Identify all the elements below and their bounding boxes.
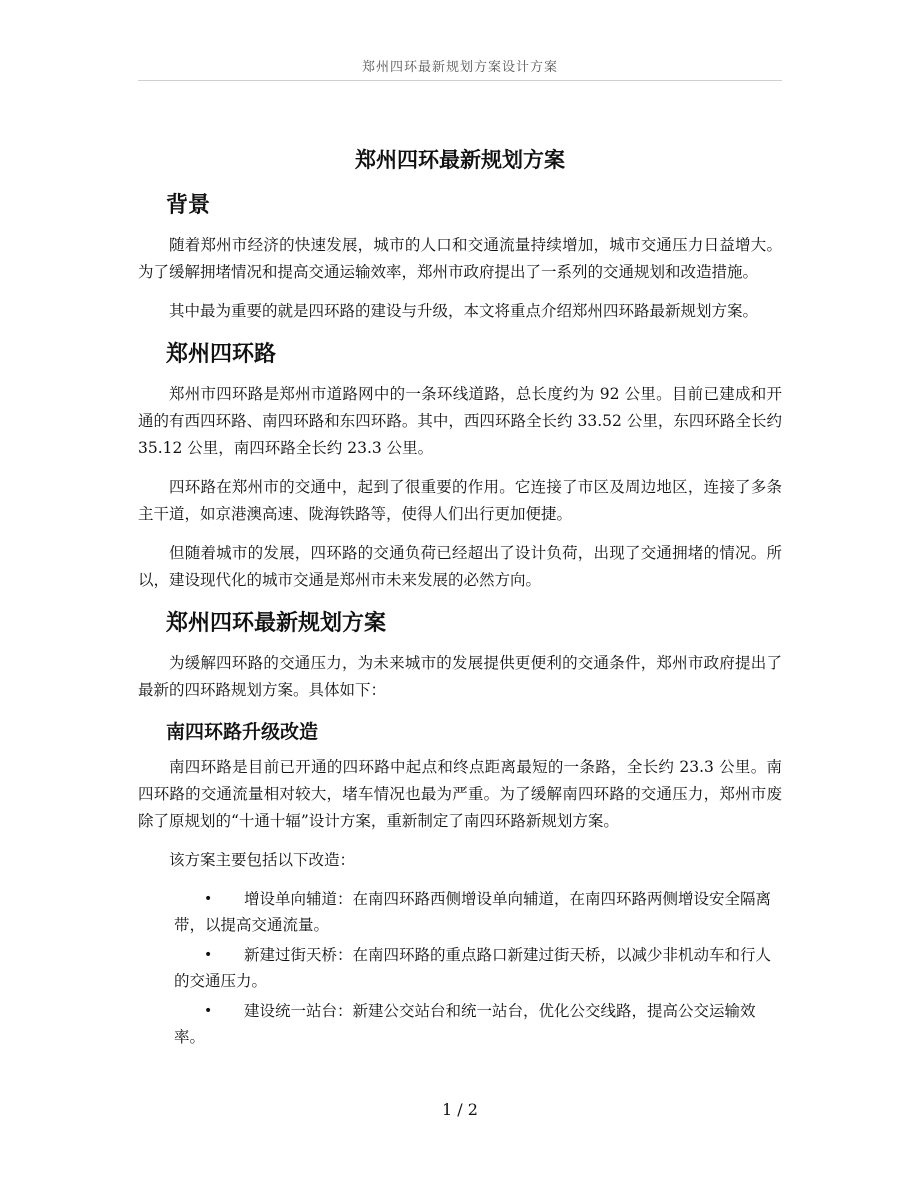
bullet-list xyxy=(138,886,782,1050)
bullet-icon: • xyxy=(204,891,213,907)
paragraph: 随着郑州市经济的快速发展，城市的人口和交通流量持续增加，城市交通压力日益增大。为了缓解拥堵情况和提高交通运输效率，郑州市政府提出了一系列的交通规划和改造措施。 xyxy=(138,236,782,281)
paragraph: 南四环路是目前已开通的四环路中起点和终点距离最短的一条路，全长约 23.3 公里。南四环路的交通流量相对较大，堵车情况也最为严重。为了缓解南四环路的交通压力，郑州市废除了原规划的“十通十辐”设计方案，重新制定了南四环路新规划方案。 xyxy=(138,758,782,830)
bullet-icon: • xyxy=(204,1003,213,1019)
heading-plan: 郑州四环最新规划方案 xyxy=(166,611,387,636)
paragraph: 其中最为重要的就是四环路的建设与升级，本文将重点介绍郑州四环路最新规划方案。 xyxy=(169,302,759,320)
running-header: 郑州四环最新规划方案设计方案 xyxy=(361,60,558,75)
paragraph: 四环路在郑州市的交通中，起到了很重要的作用。它连接了市区及周边地区，连接了多条主干道，如京港澳高速、陇海铁路等，使得人们出行更加便捷。 xyxy=(138,478,782,523)
paragraph: 但随着城市的发展，四环路的交通负荷已经超出了设计负荷，出现了交通拥堵的情况。所以，建设现代化的城市交通是郑州市未来发展的必然方向。 xyxy=(138,544,782,589)
document-title: 郑州四环最新规划方案 xyxy=(355,148,565,172)
paragraph: 郑州市四环路是郑州市道路网中的一条环线道路，总长度约为 92 公里。目前已建成和开通的有西四环路、南四环路和东四环路。其中，西四环路全长约 33.52 公里，东四环路全长约 35.12 公里，南四环路全长约 23.3 公里。 xyxy=(138,385,782,457)
list-item xyxy=(174,942,782,994)
page-number: 1 / 2 xyxy=(442,1100,478,1119)
list-item-text: 增设单向辅道：在南四环路西侧增设单向辅道，在南四环路两侧增设安全隔离带，以提高交通流量。 xyxy=(174,890,772,934)
document-body xyxy=(138,142,782,1054)
heading-background: 背景 xyxy=(166,193,211,218)
heading-ring-road: 郑州四环路 xyxy=(166,342,277,367)
list-item-text: 建设统一站台：新建公交站台和统一站台，优化公交线路，提高公交运输效率。 xyxy=(174,1002,756,1046)
heading-south-upgrade: 南四环路升级改造 xyxy=(166,721,319,743)
paragraph: 该方案主要包括以下改造： xyxy=(169,851,356,869)
header-rule xyxy=(138,80,782,81)
list-item-text: 新建过街天桥：在南四环路的重点路口新建过街天桥，以减少非机动车和行人的交通压力。 xyxy=(174,946,772,990)
list-item xyxy=(174,998,782,1050)
bullet-icon: • xyxy=(204,947,213,963)
list-item xyxy=(174,886,782,938)
paragraph: 为缓解四环路的交通压力，为未来城市的发展提供更便利的交通条件，郑州市政府提出了最新的四环路规划方案。具体如下： xyxy=(138,654,782,699)
